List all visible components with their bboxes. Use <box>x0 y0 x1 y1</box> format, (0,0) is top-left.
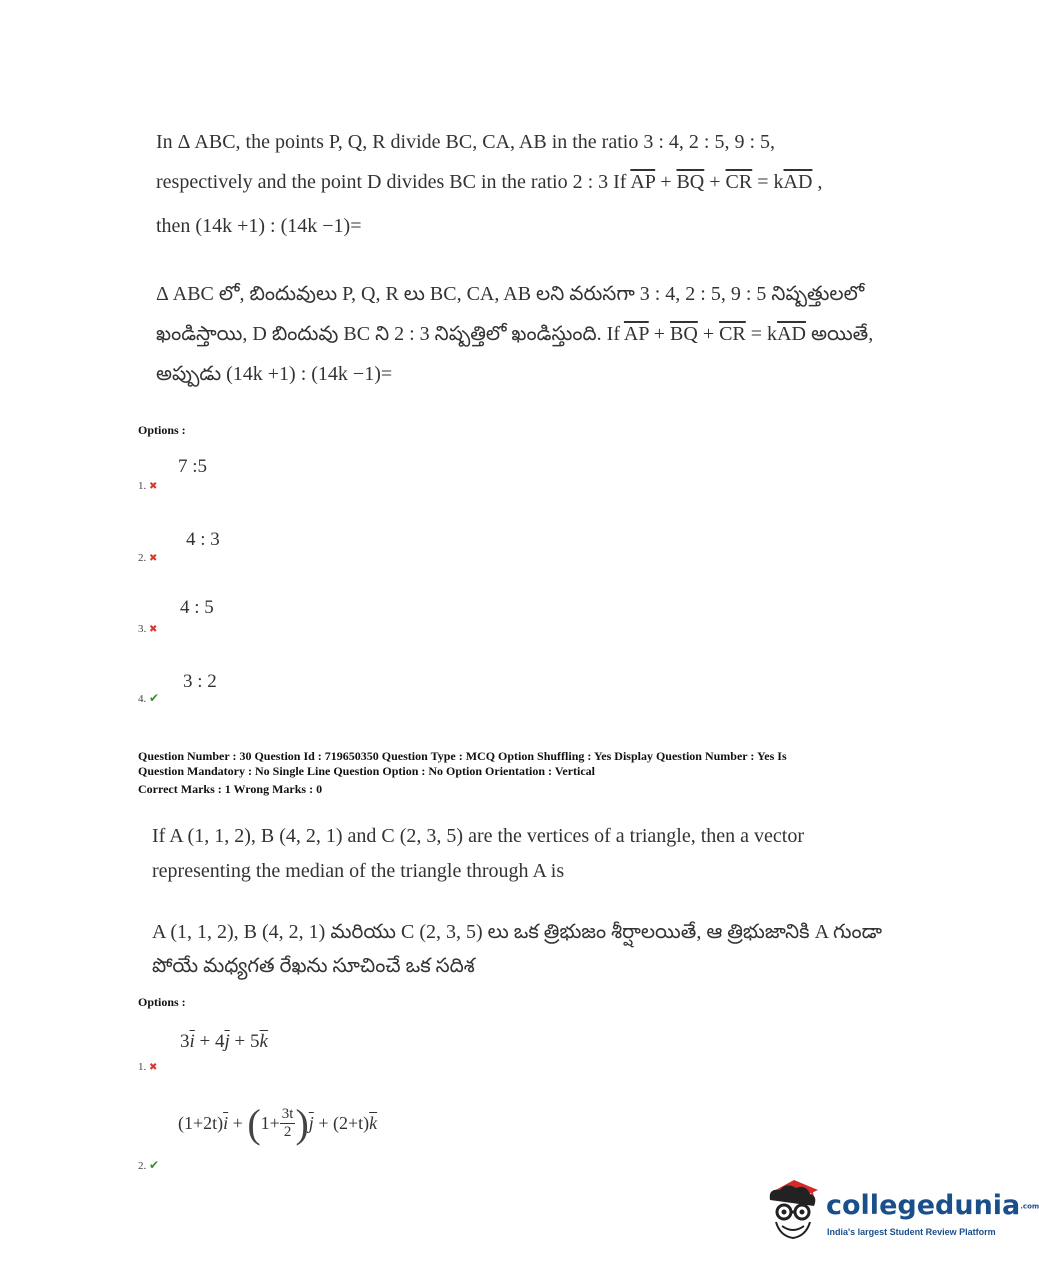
check-icon: ✔ <box>149 1158 160 1172</box>
q29-option2-value: 4 : 3 <box>186 529 220 550</box>
term-k-coef: + (2+t) <box>313 1113 370 1133</box>
coef-k: + 5 <box>229 1031 260 1052</box>
cross-icon: ✖ <box>149 553 158 564</box>
q29-te-line2: ఖండిస్తాయి, D బిందువు BC ని 2 : 3 నిష్పత్తిలో ఖండిస్తుంది. If $\overline{AP} + \overline{BQ} + \overline{CR} = k\overline{AD}$ అయితే, <box>156 323 874 345</box>
term-i-coef: (1+2t) <box>178 1113 224 1133</box>
q29-te-line2-text: ఖండిస్తాయి, D బిందువు BC ని 2 : 3 నిష్పత్తిలో ఖండిస్తుంది. If <box>156 323 624 345</box>
q30-te-line2: పోయే మధ్యగత రేఖను సూచించే ఒక సదిశ <box>152 955 475 977</box>
q30-meta-line1: Question Number : 30 Question Id : 719650350 Question Type : MCQ Option Shuffling : Yes Display Question Number : Yes Is <box>138 749 787 763</box>
check-icon: ✔ <box>149 691 160 705</box>
q30-meta-line2: Question Mandatory : No Single Line Question Option : No Option Orientation : Vertical <box>138 764 596 778</box>
logo-suffix: .com <box>1020 1202 1039 1211</box>
q29-te-line2-end: అయితే, <box>805 323 874 345</box>
q29-en-line2: respectively and the point D divides BC in the ratio 2 : 3 If $\overline{AP} + \overline{BQ} + \overline{CR} = k\overline{AD}$ , <box>156 171 823 193</box>
q30-te-line1: A (1, 1, 2), B (4, 2, 1) మరియు C (2, 3, 5) లు ఒక త్రిభుజం శీర్షాలయితే, ఆ త్రిభుజానికి A గుండా <box>152 921 883 943</box>
te-equals-k: = k <box>745 323 778 345</box>
q30-en-line2: representing the median of the triangle through A is <box>152 860 565 882</box>
q30-meta-line3: Correct Marks : 1 Wrong Marks : 0 <box>138 782 323 796</box>
option-number: 1. <box>138 480 147 492</box>
collegedunia-mascot-icon <box>766 1178 826 1240</box>
cross-icon: ✖ <box>149 624 158 635</box>
unit-vector-i: $\overline{i}$ <box>223 1113 229 1133</box>
option-number: 2. <box>138 1160 147 1172</box>
plus-sign: + <box>228 1113 248 1133</box>
logo-wordmark[interactable] <box>826 1190 1039 1221</box>
coef-j: + 4 <box>194 1031 225 1052</box>
vector-cr: $\overline{CR}$ <box>725 171 753 193</box>
q30-en-line1: If A (1, 1, 2), B (4, 2, 1) and C (2, 3, 5) are the vertices of a triangle, then a vector <box>152 825 805 847</box>
fraction-numerator: 3t <box>281 1106 294 1122</box>
q30-option2[interactable] <box>138 1158 159 1173</box>
q30-option1-value <box>180 1031 268 1053</box>
q29-option4[interactable] <box>138 691 159 706</box>
q30-options-label: Options : <box>138 995 186 1009</box>
q29-option1-value: 7 :5 <box>178 456 208 477</box>
q29-option2[interactable] <box>138 552 157 564</box>
option-number: 3. <box>138 623 147 635</box>
one-plus: 1+ <box>260 1113 280 1133</box>
cross-icon: ✖ <box>149 1062 158 1073</box>
q29-te-line3: అప్పుడు (14k +1) : (14k −1)= <box>156 363 393 385</box>
fraction-3t-over-2 <box>280 1106 296 1141</box>
unit-vector-j: $\overline{j}$ <box>224 1031 230 1052</box>
right-paren: ) <box>295 1101 309 1146</box>
q29-option3-value: 4 : 5 <box>180 597 214 618</box>
q30-option1[interactable] <box>138 1061 157 1073</box>
option-number: 1. <box>138 1061 147 1073</box>
logo-tagline: India's largest Student Review Platform <box>827 1227 996 1237</box>
q29-en-line3: then (14k +1) : (14k −1)= <box>156 215 362 237</box>
unit-vector-k: $\overline{k}$ <box>369 1113 378 1133</box>
q29-options-label: Options : <box>138 423 186 437</box>
q29-option1[interactable] <box>138 480 157 492</box>
q30-option2-value <box>178 1100 377 1147</box>
q29-option4-value: 3 : 2 <box>183 671 217 692</box>
option-number: 4. <box>138 693 147 705</box>
unit-vector-i: $\overline{i}$ <box>189 1031 195 1052</box>
te-vector-ap: $\overline{AP}$ <box>623 323 649 345</box>
te-vector-cr: $\overline{CR}$ <box>719 323 746 345</box>
vector-ad: $\overline{AD}$ <box>783 171 813 193</box>
q29-en-line2-text: respectively and the point D divides BC in the ratio 2 : 3 If <box>156 171 631 193</box>
q29-en-line2-end: , <box>812 171 823 193</box>
left-paren: ( <box>247 1101 261 1146</box>
equals-k: = k <box>752 171 784 193</box>
coef-i: 3 <box>180 1031 190 1052</box>
vector-bq: $\overline{BQ}$ <box>676 171 705 193</box>
logo-name: collegedunia <box>826 1190 1021 1221</box>
option-number: 2. <box>138 552 147 564</box>
q29-te-line1: Δ ABC లో, బిందువులు P, Q, R లు BC, CA, AB లని వరుసగా 3 : 4, 2 : 5, 9 : 5 నిష్పత్తులలో <box>156 283 865 305</box>
vector-ap: $\overline{AP}$ <box>630 171 656 193</box>
te-vector-ad: $\overline{AD}$ <box>777 323 806 345</box>
unit-vector-j: $\overline{j}$ <box>308 1113 314 1133</box>
cross-icon: ✖ <box>149 481 158 492</box>
te-vector-bq: $\overline{BQ}$ <box>670 323 698 345</box>
q29-option3[interactable] <box>138 623 157 635</box>
fraction-denominator: 2 <box>283 1124 292 1140</box>
q29-en-line1: In Δ ABC, the points P, Q, R divide BC, CA, AB in the ratio 3 : 4, 2 : 5, 9 : 5, <box>156 131 776 153</box>
unit-vector-k: $\overline{k}$ <box>259 1031 268 1052</box>
